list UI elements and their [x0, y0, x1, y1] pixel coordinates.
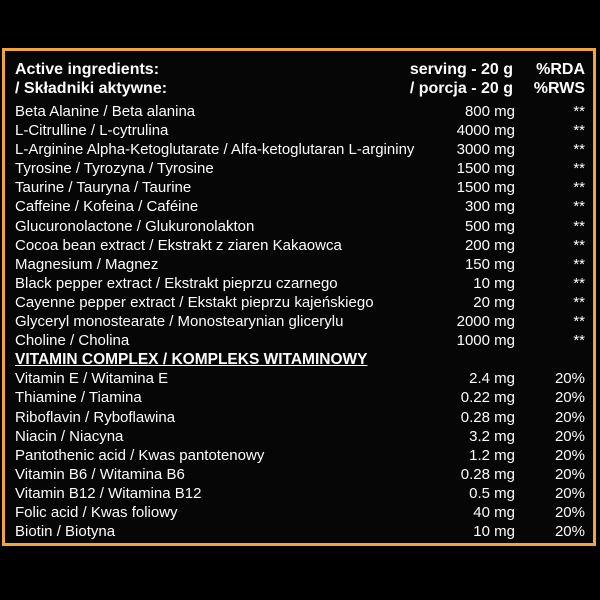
table-row [15, 408, 585, 427]
ingredient-amount: 10 mg [473, 523, 515, 541]
table-row [15, 236, 585, 255]
ingredient-name: Vitamin E / Witamina E [15, 370, 169, 388]
ingredient-rda: 20% [554, 465, 585, 483]
table-row [15, 465, 585, 484]
ingredient-rda: ** [573, 122, 585, 140]
ingredient-amount: 3.2 mg [469, 427, 515, 445]
table-row [15, 121, 585, 140]
ingredient-rda: 20% [554, 370, 585, 388]
ingredient-rda: 20% [554, 523, 585, 541]
ingredient-amount: 150 mg [464, 255, 515, 273]
table-row [15, 293, 585, 312]
ingredient-rda: ** [573, 236, 585, 254]
ingredient-name: Thiamine / Tiamina [15, 389, 142, 407]
ingredient-name: Glucuronolactone / Glukuronolakton [15, 217, 255, 235]
ingredient-amount: 2000 mg [456, 313, 515, 331]
ingredient-amount: 1500 mg [456, 160, 515, 178]
table-row [15, 522, 585, 541]
table-row [15, 274, 585, 293]
ingredient-amount: 1.2 mg [469, 446, 515, 464]
ingredient-amount: 3000 mg [456, 141, 515, 159]
table-row [15, 446, 585, 465]
ingredient-rda: ** [573, 255, 585, 273]
ingredient-amount: 20 mg [473, 293, 515, 311]
ingredient-amount: 800 mg [464, 103, 515, 120]
ingredient-rda: ** [573, 313, 585, 331]
header-rda-column [513, 60, 585, 98]
ingredient-name: Beta Alanine / Beta alanina [15, 103, 196, 120]
table-row [15, 159, 585, 178]
table-row [15, 369, 585, 388]
ingredient-rda: ** [573, 141, 585, 159]
ingredient-rda: 20% [554, 446, 585, 464]
ingredient-name: Magnesium / Magnez [15, 255, 159, 273]
ingredient-name: L-Citrulline / L-cytrulina [15, 122, 169, 140]
table-header [15, 60, 585, 98]
supplement-facts-panel [2, 48, 596, 546]
ingredient-name: Vitamin B6 / Witamina B6 [15, 465, 185, 483]
ingredient-amount: 1000 mg [456, 332, 515, 350]
table-row [15, 197, 585, 216]
ingredient-name: Pantothenic acid / Kwas pantotenowy [15, 446, 265, 464]
ingredient-amount: 0.28 mg [460, 408, 515, 426]
ingredient-name: Niacin / Niacyna [15, 427, 124, 445]
ingredient-rda: ** [573, 274, 585, 292]
ingredient-amount: 2.4 mg [469, 370, 515, 388]
ingredient-amount: 300 mg [464, 198, 515, 216]
ingredient-name: L-Arginine Alpha-Ketoglutarate / Alfa-ketoglutaran L-argininy [15, 141, 415, 159]
ingredient-name: Glyceryl monostearate / Monostearynian glicerylu [15, 313, 344, 331]
ingredient-amount: 4000 mg [456, 122, 515, 140]
table-row [15, 484, 585, 503]
ingredient-rda: ** [573, 198, 585, 216]
ingredient-rda: 20% [554, 408, 585, 426]
ingredient-rda: 20% [554, 503, 585, 521]
ingredient-name: Tyrosine / Tyrozyna / Tyrosine [15, 160, 214, 178]
table-row [15, 102, 585, 121]
table-row [15, 255, 585, 274]
ingredient-rda: ** [573, 217, 585, 235]
header-ingredients-line1: Active ingredients: [15, 61, 160, 78]
ingredient-name: VITAMIN COMPLEX / KOMPLEKS WITAMINOWY [15, 351, 368, 369]
header-serving-line2: / porcja - 20 g [409, 80, 513, 97]
ingredient-rda: ** [573, 293, 585, 311]
table-row [15, 427, 585, 446]
ingredient-rda: ** [573, 179, 585, 197]
ingredient-rda: 20% [554, 389, 585, 407]
ingredient-rda: ** [573, 332, 585, 350]
ingredient-rda: 20% [554, 427, 585, 445]
ingredient-name: Choline / Cholina [15, 332, 130, 350]
ingredient-name: Caffeine / Kofeina / Caféine [15, 198, 199, 216]
ingredient-name: Cocoa bean extract / Ekstrakt z ziaren Kakaowca [15, 236, 342, 254]
ingredient-amount: 200 mg [464, 236, 515, 254]
ingredient-name: Biotin / Biotyna [15, 523, 116, 541]
ingredient-amount: 0.22 mg [460, 389, 515, 407]
section-header-row [15, 350, 585, 369]
table-row [15, 178, 585, 197]
ingredient-rda: ** [573, 103, 585, 120]
table-row [15, 331, 585, 350]
ingredient-amount: 10 mg [473, 274, 515, 292]
table-row [15, 140, 585, 159]
header-rda-line2: %RWS [533, 80, 585, 97]
table-row [15, 388, 585, 407]
header-ingredients-column [15, 60, 373, 98]
ingredient-name: Cayenne pepper extract / Ekstakt pieprzu kajeńskiego [15, 293, 374, 311]
ingredient-amount: 0.5 mg [469, 484, 515, 502]
ingredient-rda: ** [573, 160, 585, 178]
header-serving-line1: serving - 20 g [409, 61, 513, 78]
ingredient-amount: 1500 mg [456, 179, 515, 197]
ingredient-rda: 20% [554, 484, 585, 502]
header-ingredients-line2: / Składniki aktywne: [15, 80, 168, 97]
table-row [15, 217, 585, 236]
ingredient-name: Riboflavin / Ryboflawina [15, 408, 176, 426]
header-serving-column [373, 60, 513, 98]
table-row [15, 312, 585, 331]
ingredient-name: Vitamin B12 / Witamina B12 [15, 484, 202, 502]
ingredient-name: Taurine / Tauryna / Taurine [15, 179, 192, 197]
ingredients-table-body [10, 102, 585, 541]
ingredient-name: Folic acid / Kwas foliowy [15, 503, 178, 521]
ingredient-name: Black pepper extract / Ekstrakt pieprzu czarnego [15, 274, 338, 292]
header-rda-line1: %RDA [536, 61, 585, 78]
ingredient-amount: 40 mg [473, 503, 515, 521]
ingredient-amount: 0.28 mg [460, 465, 515, 483]
ingredient-amount: 500 mg [464, 217, 515, 235]
table-row [15, 503, 585, 522]
